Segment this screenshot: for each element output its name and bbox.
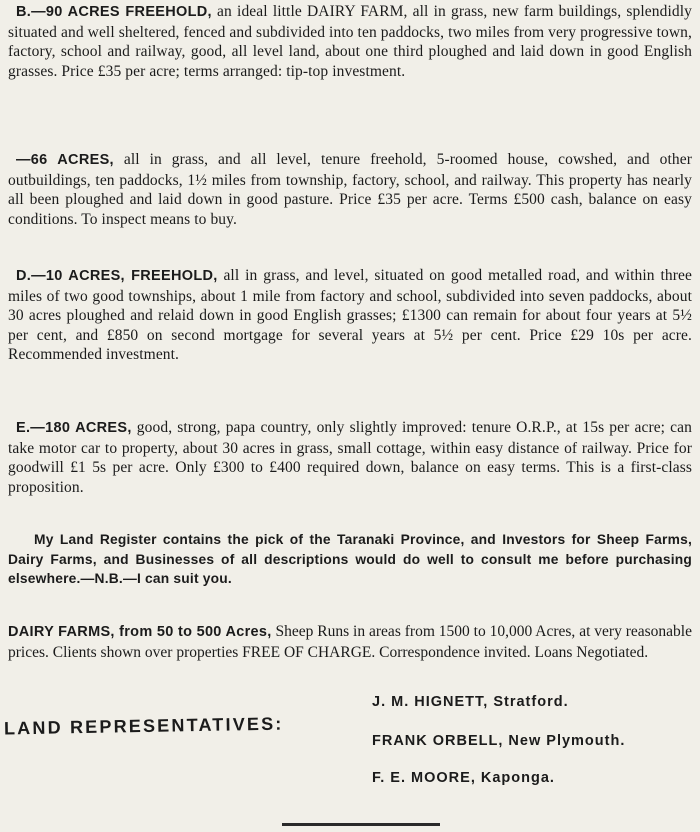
listing-body: all in grass, and all level, tenure freehold, 5-roomed house, cowshed, and other outbuildings, ten paddocks, 1½ miles from township, factory, school, and railway. This property has nearly all been ploughed and laid down in good pasture. Price £35 per acre. Terms £500 cash, balance on easy conditions. To inspect means to buy.: [8, 151, 693, 228]
land-register-notice: My Land Register contains the pick of the Taranaki Province, and Investors for Sheep Farms, Dairy Farms, and Businesses of all descriptions would do well to consult me before purchasing elsewhere.—N.B.—I can suit you.: [8, 532, 692, 586]
listing-b: [8, 2, 692, 81]
dairy-farms-notice: [8, 622, 692, 662]
listing-c: [8, 150, 692, 229]
listing-d: [8, 266, 692, 365]
dairy-lead: DAIRY FARMS, from 50 to 500 Acres,: [8, 624, 272, 640]
listing-lead: D.—10 ACRES, FREEHOLD,: [16, 268, 218, 284]
representatives-title: LAND REPRESENTATIVES:: [3, 713, 284, 739]
listing-body: good, strong, papa country, only slightly improved: tenure O.R.P., at 15s per acre; can take motor car to property, about 30 acres in grass, small cottage, within easy distance of railway. Price for goodwill £1 5s per acre. Only £300 to £400 required down, balance on easy terms. This is a first-class proposition.: [8, 419, 692, 496]
listing-e: [8, 418, 692, 497]
representative-hignett: J. M. HIGNETT, Stratford.: [372, 694, 569, 710]
dairy-body: Sheep Runs in areas from 1500 to 10,000 Acres, at very reasonable prices. Clients shown over properties FREE OF CHARGE. Correspondence invited. Loans Negotiated.: [8, 623, 692, 661]
listing-body: all in grass, and level, situated on good metalled road, and within three miles of two good townships, about 1 mile from factory and school, subdivided into seven paddocks, about 30 acres ploughed and relaid down in good English grasses; £1300 can remain for about four years at 5½ per cent, and £850 on second mortgage for several years at 5½ per cent. Price £29 10s per acre. Recommended investment.: [8, 267, 692, 363]
listing-body: an ideal little DAIRY FARM, all in grass, new farm buildings, splendidly situated and well sheltered, fenced and subdivided into ten paddocks, two miles from very progressive town, factory, school and railway, good, all level land, about one third ploughed and laid down in good English grasses. Price £35 per acre; terms arranged: tip-top investment.: [8, 3, 692, 80]
representative-moore: F. E. MOORE, Kaponga.: [372, 770, 555, 786]
representative-orbell: FRANK ORBELL, New Plymouth.: [372, 733, 626, 749]
divider-rule: [282, 823, 440, 826]
listing-lead: B.—90 ACRES FREEHOLD,: [16, 4, 212, 20]
listing-lead: —66 ACRES,: [16, 152, 114, 168]
listing-lead: E.—180 ACRES,: [16, 420, 132, 436]
